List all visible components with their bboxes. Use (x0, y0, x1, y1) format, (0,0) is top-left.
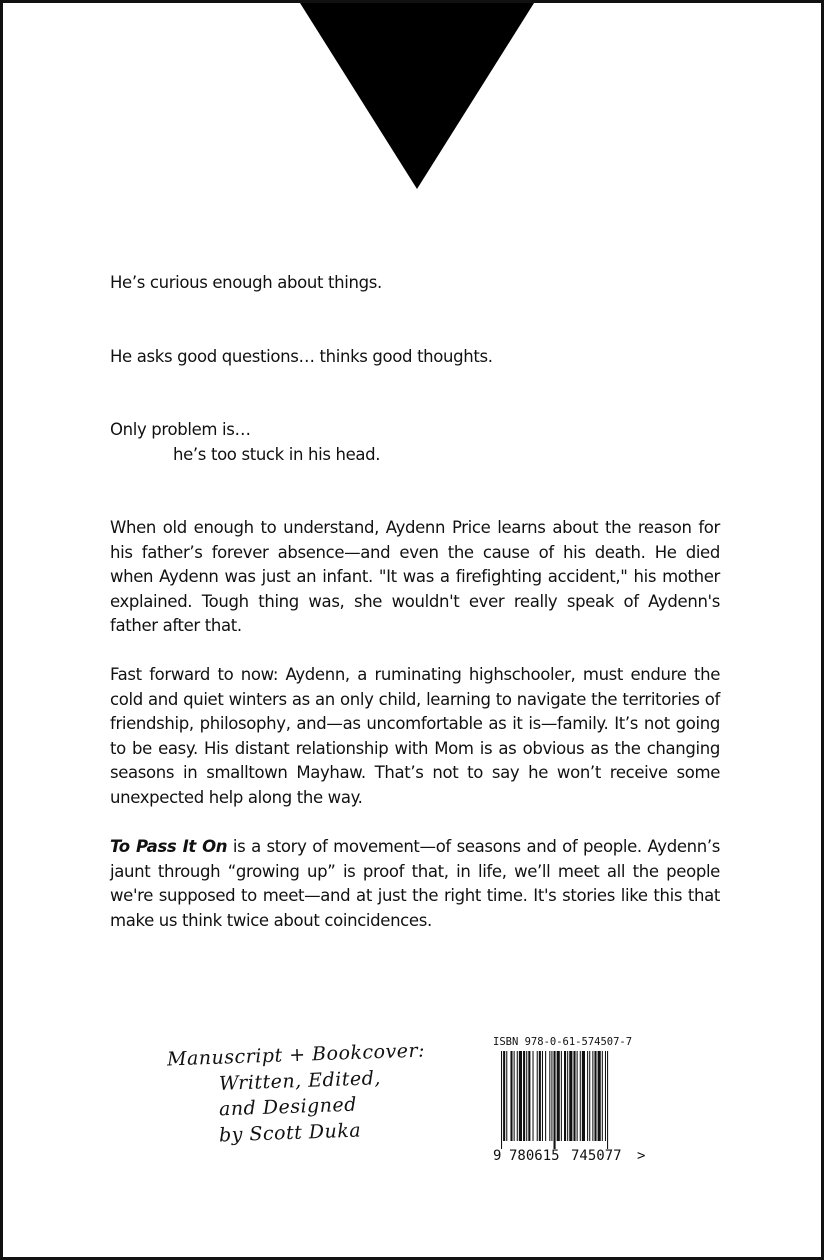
barcode-bar (501, 1051, 502, 1149)
barcode-bar (602, 1051, 603, 1141)
triangle-emblem (300, 3, 534, 189)
barcode-bar (523, 1051, 525, 1141)
barcode-bar (557, 1051, 560, 1141)
barcode-bar (589, 1051, 590, 1141)
synopsis-paragraph-2: Fast forward to now: Aydenn, a ruminating highschooler, must endure the cold and quiet winters as an only child, learning to navigate the territories of friendship, philosophy, and—as uncomfortable as it is—family. It’s not going to be easy. His distant relationship with Mom is as obvious as the changing seasons in smalltown Mayhaw. That’s not to say he won’t receive some unexpected help along the way. (110, 665, 720, 807)
intro-line-2: He asks good questions… thinks good thoughts. (110, 347, 493, 366)
barcode-bar (580, 1051, 581, 1141)
barcode-bar (514, 1051, 515, 1141)
barcode-bar (594, 1051, 596, 1141)
barcode-digits-left: 780615 (509, 1148, 560, 1163)
barcode-bar (551, 1051, 552, 1141)
barcode-bar (533, 1051, 534, 1141)
barcode-bar (587, 1051, 588, 1141)
barcode-bar (577, 1051, 578, 1141)
barcode-bar (564, 1051, 566, 1141)
barcode-bar (503, 1051, 505, 1141)
intro-line-1: He’s curious enough about things. (110, 273, 382, 292)
barcode-bar (598, 1051, 601, 1141)
barcode-bar (542, 1051, 543, 1141)
barcode-bar (539, 1051, 541, 1141)
barcode-digits-right: 745077 (571, 1148, 622, 1163)
synopsis-paragraph-1: When old enough to understand, Aydenn Price learns about the reason for his father’s forever absence—and even the cause of his death. He died when Aydenn was just an infant. "It was a firefighting accident," his mother explained. Tough thing was, she wouldn't ever really speak of Aydenn's father after that. (110, 518, 720, 635)
barcode-bar (545, 1051, 546, 1141)
barcode-bar (510, 1051, 512, 1141)
isbn-label: ISBN 978-0-61-574507-7 (493, 1036, 633, 1048)
barcode-trailer: > (637, 1148, 646, 1163)
synopsis-paragraph-3 (110, 835, 720, 933)
barcode-bar (506, 1051, 507, 1141)
barcode-bars (501, 1051, 608, 1149)
author-credits (163, 1038, 426, 1158)
credits-line-1: Manuscript + Bookcover: (166, 1039, 426, 1071)
book-title: To Pass It On (110, 837, 228, 856)
barcode-bar (561, 1051, 562, 1141)
credits-line-3: and Designed (218, 1093, 358, 1121)
barcode-bar (569, 1051, 572, 1141)
barcode-bar (526, 1051, 527, 1141)
barcode-bar (573, 1051, 575, 1141)
barcode-bar (607, 1051, 608, 1149)
intro-line-3a: Only problem is… (110, 420, 251, 439)
barcode-bar (592, 1051, 593, 1141)
barcode-bar (554, 1051, 556, 1149)
barcode-first-digit: 9 (493, 1148, 502, 1163)
barcode-bar (549, 1051, 550, 1141)
credits-line-2: Written, Edited, (218, 1067, 382, 1095)
barcode-bar (519, 1051, 522, 1141)
credits-line-4: by Scott Duka (218, 1119, 362, 1147)
synopsis-paragraph-3-body: is a story of movement—of seasons and of people. Aydenn’s jaunt through “growing up” is proof that, in life, we’ll meet all the people we're supposed to meet—and at just the right time. It's stories like this that make us think twice about coincidences. (110, 837, 720, 930)
barcode-bar (567, 1051, 568, 1141)
barcode-bar (517, 1051, 518, 1141)
isbn-barcode (491, 1035, 651, 1163)
intro-line-3b: he’s too stuck in his head. (173, 445, 381, 464)
barcode-bar (528, 1051, 530, 1141)
barcode-bar (605, 1051, 606, 1141)
barcode-bar (582, 1051, 585, 1141)
barcode-bar (537, 1051, 538, 1141)
